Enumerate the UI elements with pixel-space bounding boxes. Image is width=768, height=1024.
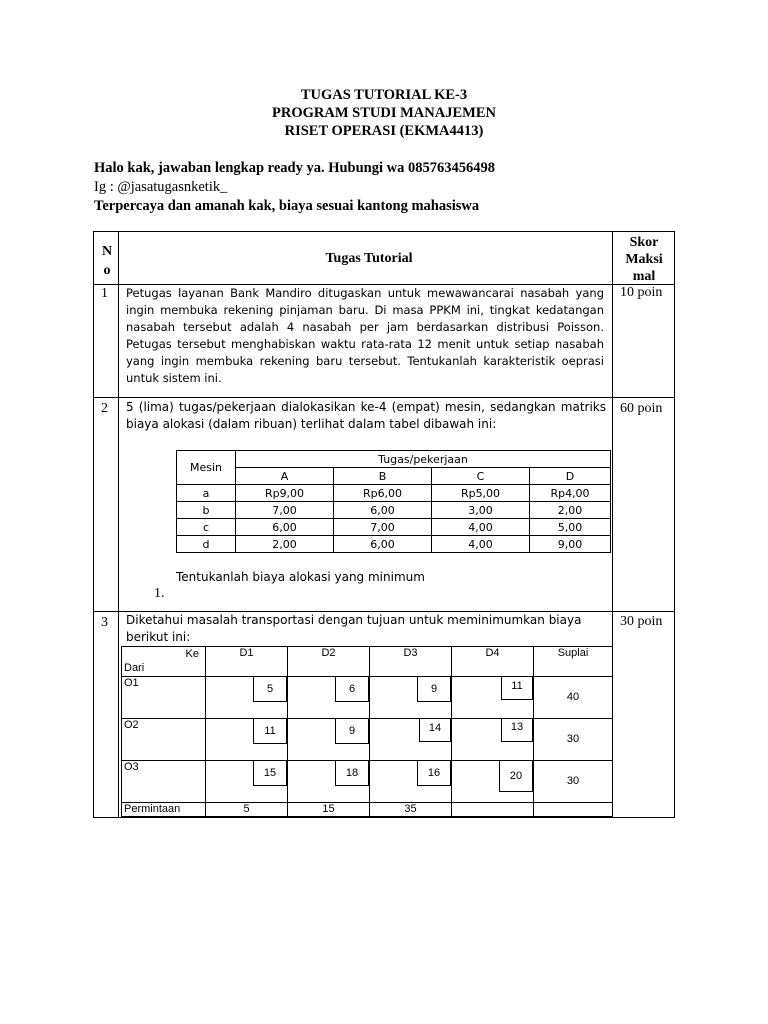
cost-box: 14 (419, 718, 451, 742)
row-divider (94, 397, 674, 398)
cost-cell: 9,00 (530, 536, 611, 553)
cost-cell (206, 677, 288, 719)
supply-cell (534, 719, 613, 761)
row-number: 1 (101, 286, 108, 301)
table-row (122, 803, 613, 817)
cost-cell (452, 719, 534, 761)
supply-cell (534, 761, 613, 803)
tugas-header: Tugas/pekerjaan (236, 451, 611, 468)
empty-cell (534, 803, 613, 817)
cost-cell: 7,00 (334, 519, 432, 536)
cost-cell: Rp4,00 (530, 485, 611, 502)
table-row (122, 719, 613, 761)
cost-box: 16 (417, 760, 451, 786)
ke-label: Ke (185, 648, 199, 660)
destination-header: D4 (452, 647, 534, 677)
cost-box: 5 (253, 676, 287, 702)
machine-label: d (177, 536, 236, 553)
destination-header: D1 (206, 647, 288, 677)
supply-value: 30 (566, 733, 580, 745)
assignment-cost-table (176, 450, 611, 553)
list-marker: 1. (154, 586, 165, 601)
machine-label: b (177, 502, 236, 519)
cost-cell: 6,00 (236, 519, 334, 536)
table-row (177, 536, 611, 553)
cost-cell: 3,00 (432, 502, 530, 519)
question-1-text: Petugas layanan Bank Mandiro ditugaskan untuk mewawancarai nasabah yang ingin membuka rekening pinjaman baru. Di masa PPKM ini, tingkat kedatangan nasabah tersebut adalah 4 nasabah per jam berdasarkan distribusi Poisson. Petugas tersebut menghabiskan waktu rata-rata 12 menit untuk setiap nasabah yang ingin membuka rekening baru tersebut. Tentukanlah karakteristik oeprasi untuk sistem ini. (126, 286, 604, 385)
cost-box: 11 (253, 718, 287, 744)
header-no: N o (101, 244, 113, 278)
suplai-header: Suplai (534, 647, 613, 677)
cost-cell: 6,00 (334, 502, 432, 519)
cost-cell: Rp6,00 (334, 485, 432, 502)
cost-box: 9 (417, 676, 451, 702)
row-number: 2 (101, 401, 108, 416)
column-header: B (334, 468, 432, 485)
cost-box: 15 (253, 760, 287, 786)
demand-value: 35 (370, 803, 452, 817)
supply-value: 40 (566, 691, 580, 703)
question-2-text: 5 (lima) tugas/pekerjaan dialokasikan ke-4 (empat) mesin, sedangkan matriks biaya alokasi (dalam ribuan) terlihat dalam tabel dibawah ini: (126, 400, 606, 431)
question-3-score: 30 poin (620, 614, 663, 629)
demand-value: 5 (206, 803, 288, 817)
cost-cell (452, 677, 534, 719)
cost-box: 20 (499, 760, 533, 792)
cost-cell: 2,00 (530, 502, 611, 519)
promo-line-instagram: Ig : @jasatugasnketik_ (94, 179, 228, 195)
cost-cell (288, 677, 370, 719)
cost-cell (288, 719, 370, 761)
cost-box: 18 (335, 760, 369, 786)
origin-label: O3 (122, 761, 206, 803)
table-row (122, 677, 613, 719)
demand-value: 15 (288, 803, 370, 817)
tutorial-table (93, 231, 675, 818)
destination-header: D3 (370, 647, 452, 677)
header-program: PROGRAM STUDI MANAJEMEN (272, 105, 496, 121)
demand-value (452, 803, 534, 817)
origin-label: O2 (122, 719, 206, 761)
ke-dari-header (122, 647, 206, 677)
destination-header: D2 (288, 647, 370, 677)
cost-box: 6 (335, 676, 369, 702)
question-2-task: Tentukanlah biaya alokasi yang minimum (176, 570, 425, 584)
header-course: RISET OPERASI (EKMA4413) (284, 123, 484, 139)
question-1-score: 10 poin (620, 285, 663, 300)
cost-box: 9 (335, 718, 369, 744)
table-row (177, 485, 611, 502)
cost-cell: 2,00 (236, 536, 334, 553)
cost-cell (370, 719, 452, 761)
header-title: TUGAS TUTORIAL KE-3 (300, 87, 468, 103)
table-row (122, 761, 613, 803)
supply-value: 30 (566, 775, 580, 787)
machine-label: a (177, 485, 236, 502)
table-row (177, 502, 611, 519)
supply-cell (534, 677, 613, 719)
cost-box: 11 (501, 676, 533, 700)
document-header (0, 86, 768, 140)
cost-cell: Rp5,00 (432, 485, 530, 502)
header-skor-maksimal: Skor Maksi mal (625, 235, 663, 284)
col-divider (118, 232, 119, 817)
question-3-text: Diketahui masalah transportasi dengan tujuan untuk meminimumkan biaya berikut ini: (126, 613, 582, 644)
dari-label: Dari (124, 662, 145, 674)
cost-cell (206, 761, 288, 803)
permintaan-label: Permintaan (122, 803, 206, 817)
cost-cell (288, 761, 370, 803)
header-tugas-tutorial: Tugas Tutorial (325, 251, 413, 266)
cost-cell: 6,00 (334, 536, 432, 553)
transportation-table (121, 646, 613, 817)
machine-label: c (177, 519, 236, 536)
origin-label: O1 (122, 677, 206, 719)
cost-cell: 4,00 (432, 519, 530, 536)
promo-block (94, 159, 495, 216)
column-header: D (530, 468, 611, 485)
question-2-score: 60 poin (620, 401, 663, 416)
cost-box: 13 (501, 718, 533, 742)
cost-cell: 4,00 (432, 536, 530, 553)
cost-cell (206, 719, 288, 761)
cost-cell: Rp9,00 (236, 485, 334, 502)
cost-cell (452, 761, 534, 803)
cost-cell: 5,00 (530, 519, 611, 536)
row-number: 3 (101, 615, 108, 630)
column-header: A (236, 468, 334, 485)
promo-line-tagline: Terpercaya dan amanah kak, biaya sesuai kantong mahasiswa (94, 198, 480, 214)
promo-line-contact: Halo kak, jawaban lengkap ready ya. Hubungi wa 085763456498 (94, 160, 495, 176)
cost-cell (370, 761, 452, 803)
column-header: C (432, 468, 530, 485)
cost-cell: 7,00 (236, 502, 334, 519)
mesin-header: Mesin (177, 451, 236, 485)
cost-cell (370, 677, 452, 719)
table-row (177, 519, 611, 536)
